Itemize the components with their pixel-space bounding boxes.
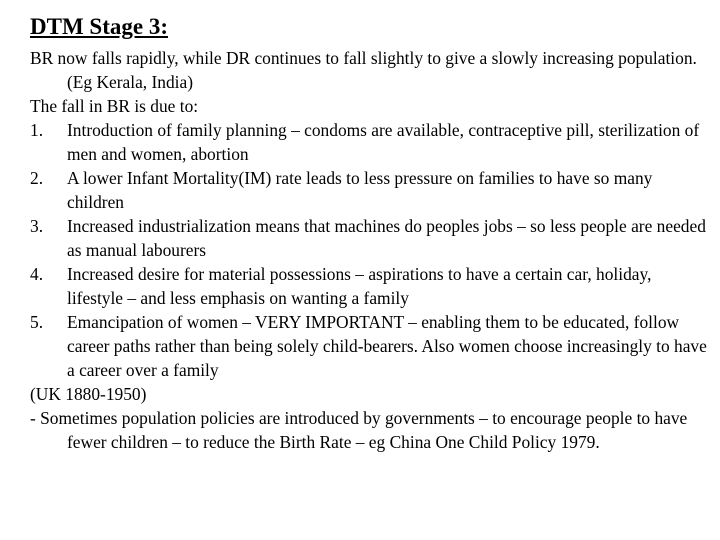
intro-paragraph: BR now falls rapidly, while DR continues to fall slightly to give a slowly increasing population. (Eg Kerala, India) bbox=[30, 48, 697, 92]
list-item-number: 4. bbox=[30, 264, 44, 284]
slide bbox=[30, 12, 710, 454]
list-item-text: Increased desire for material possessions – aspirations to have a certain car, holiday, lifestyle – and less emphasis on wanting a family bbox=[67, 264, 652, 308]
list-item bbox=[30, 214, 710, 262]
slide-body bbox=[30, 46, 710, 454]
list-item-number: 1. bbox=[30, 120, 44, 140]
policy-note: - Sometimes population policies are introduced by governments – to encourage people to have fewer children – to reduce the Birth Rate – eg China One Child Policy 1979. bbox=[30, 408, 688, 452]
list-item-number: 3. bbox=[30, 216, 44, 236]
list-item bbox=[30, 166, 710, 214]
list-item bbox=[30, 118, 710, 166]
list-item-text: A lower Infant Mortality(IM) rate leads to less pressure on families to have so many children bbox=[67, 168, 653, 212]
list-item-text: Emancipation of women – VERY IMPORTANT – enabling them to be educated, follow career paths rather than being solely child-bearers. Also women choose increasingly to have a career over a family bbox=[67, 312, 707, 380]
uk-note: (UK 1880-1950) bbox=[30, 384, 147, 404]
list-item bbox=[30, 262, 710, 310]
list-item bbox=[30, 310, 710, 382]
list-item-number: 2. bbox=[30, 168, 44, 188]
list-item-text: Introduction of family planning – condoms are available, contraceptive pill, sterilization of men and women, abortion bbox=[67, 120, 700, 164]
reasons-list bbox=[30, 118, 710, 382]
reason-heading: The fall in BR is due to: bbox=[30, 96, 199, 116]
list-item-number: 5. bbox=[30, 312, 44, 332]
list-item-text: Increased industrialization means that machines do peoples jobs – so less people are needed as manual labourers bbox=[67, 216, 706, 260]
slide-title: DTM Stage 3: bbox=[30, 14, 168, 39]
